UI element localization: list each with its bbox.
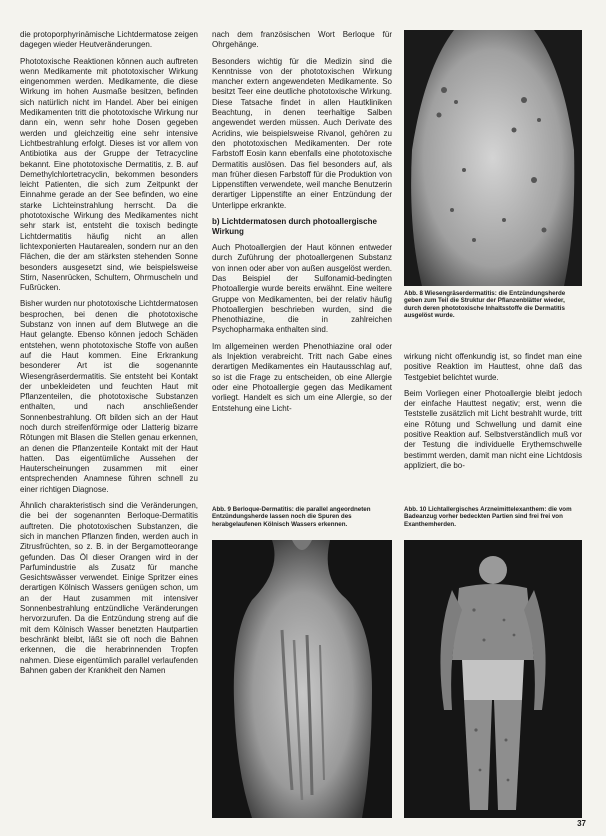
paragraph: Besonders wichtig für die Medizin sind die Kenntnisse von der phototoxischen Wirkung mancher extern angewendeten Medikamente. So besitzt Teer eine deutliche phototoxische Wirkung. Diese Tatsache findet in allen Hautkliniken Beachtung, in denen teerhaltige Salben angewendet werden müssen. Auch Derivate des Acridins, wie beispielsweise Rivanol, gehören zu den phototoxischen Medikamenten. Der rote Farbstoff Eosin kann ebenfalls eine phototoxische Dermatitis auslösen. Das fiel besonders auf, als man früher diesen Farbstoff für die Produktion von Lippenstiften verwendete, weil manche Benutzerin derartiger Lippenstifte an einer Entzündung der Unterlippe erkrankte.	[212, 56, 392, 210]
text-column-1	[20, 30, 198, 682]
paragraph: Beim Vorliegen einer Photoallergie bleibt jedoch der einfache Hauttest negativ; erst, wenn die Teststelle zusätzlich mit Licht bestrahlt wurde, tritt eine Rötung und Schwellung und damit eine positive Reaktion auf. Selbstverständlich muß vor der Testung die individuelle Erythemschwelle bestimmt werden, damit man nicht eine Lichtdosis appliziert, die bo-	[404, 388, 582, 470]
paragraph: wirkung nicht offenkundig ist, so findet man eine positive Reaktion im Hauttest, ohne daß das Testgebiet belichtet wurde.	[404, 352, 582, 382]
photo-wiesengraeser-dermatitis	[404, 30, 582, 286]
paragraph: Bisher wurden nur phototoxische Lichtdermatosen besprochen, bei denen die phototoxische Substanz von innen auf dem Blutwege an die Haut gelangte. Ebenso können jedoch Schäden entstehen, wenn phototoxische Stoffe von außen auf die Haut kommen. Eine Erkrankung besonderer Art ist die sogenannte Wiesengräserdermatitis. Sie entsteht bei Kontakt der unbekleideten und feuchten Haut mit Pflanzenteilen, die phototoxische Substanzen enthalten, und nach anschließender Sonnenbestrahlung. Oft bilden sich an der Haut noch durch streifenförmige oder Llatterig bizarre Rötungen mit Blasen die Stellen genau erkennen, an denen die Pflanzenteile Kontakt mit der Haut hatten. Das eigentümliche Aussehen der Hauterscheinungen zusammen mit einer entsprechenden Anamnese führen schnell zu einer richtigen Diagnose.	[20, 299, 198, 494]
full-body-figure-image	[404, 540, 582, 818]
paragraph: Im allgemeinen werden Phenothiazine oral oder als Injektion verabreicht. Tritt nach Gabe eines derartigen Medikamentes ein Hautausschlag auf, so ist die Frage zu entscheiden, ob eine Allergie oder eine Photoallergie gegen das Medikament vorliegt. Handelt es sich um eine Allergie, so der Entstehung eine Licht-	[212, 341, 392, 413]
paragraph: nach dem französischen Wort Berloque für Ohrgehänge.	[212, 30, 392, 50]
figure-caption-10: Abb. 10 Lichtallergisches Arzneimittelexanthem: die vom Badeanzug vorher bedeckten Partien sind frei frei von Exanthemherden.	[404, 506, 572, 528]
paragraph: die protoporphyrinämische Lichtdermatose zeigen dagegen wieder Heutveränderungen.	[20, 30, 198, 50]
text-column-2	[212, 30, 392, 420]
back-figure-image	[212, 540, 392, 818]
text-column-3	[404, 352, 582, 477]
section-heading: b) Lichtdermatosen durch photoallergische Wirkung	[212, 217, 377, 237]
figure-caption-8: Abb. 8 Wiesengräserdermatitis: die Entzündungsherde geben zum Teil die Struktur der Pflanzenblätter wieder, durch deren phototoxische Inhaltsstoffe die Dermatitis ausgelöst wurde.	[404, 290, 566, 320]
photo-berloque-dermatitis	[212, 540, 392, 818]
figure-caption-9: Abb. 9 Berloque-Dermatitis: die parallel angeordneten Entzündungsherde lassen noch die Spuren des herabgelaufenen Kölnisch Wassers erkennen.	[212, 506, 371, 528]
paragraph: Auch Photoallergien der Haut können entweder durch Zuführung der photoallergenen Substanz von innen oder aber von außen ausgelöst werden. Das Beispiel der Sulfonamid-bedingten Photoallergie wurde bereits erwähnt. Eine weitere Gruppe von Medikamenten, bei der relativ häufig Photoallergien beschrieben wurden, sind die Phenothiazine, die in zahlreichen Psychopharmaka enthalten sind.	[212, 243, 392, 335]
photo-lichtallergisches-exanthem	[404, 540, 582, 818]
page-number: 37	[577, 819, 586, 828]
paragraph: Phototoxische Reaktionen können auch auftreten wenn Medikamente mit phototoxischer Wirkung eingenommen werden. Medikamente, die diese Wirkung im hohen Ausmaße besitzen, befinden sich natürlich nicht im Handel. Aber bei einigen Medikamenten tritt die phototoxische Wirkung nur dann ein, wenn sehr hohe Dosen gegeben werden und gleichzeitig eine sehr intensive Lichtbestrahlung erfolgt. Dieses ist vor allem von Antibiotika aus der Gruppe der Tetracycline bekannt. Eine phototoxische Dermatitis, z. B. auf Demethylchlortetracyclin, bekommen besonders leicht Patienten, die sich zum Zeitpunkt der Einnahme gerade an der See befinden, wo eine starke Lichteinstrahlung herrscht. Da die phototoxische Wirkung des Medikamentes nicht sehr stark ist, entsteht die toxisch bedingte Lichtdermatitis häufig nicht an allen lichtexponierten Hautarealen, sondern nur an den Flächen, die der am stärksten stehenden Sonne besonders ausgesetzt sind, wie beispielsweise Stirn, Nasenrücken, Schultern, Ohrmuscheln und Fußrücken.	[20, 56, 198, 293]
paragraph: Ähnlich charakteristisch sind die Veränderungen, die bei der sogenannten Berloque-Dermatitis auftreten. Die phototoxischen Substanzen, die sich in manchen Pflanzen finden, werden auch in Zitrusfrüchten, so z. B. in der Bergamotteorange gefunden. Das Öl dieser Orangen wird in der Parfumindustrie als Zusatz für manche Gesichtswässer verwendet. Einige Spritzer eines derartigen Kölnisch Wassers genügen schon, um an der Haut zusammen mit intensiver Sonnenbestrahlung entzündliche Veränderungen hervorzurufen. Da die Entzündung streng auf die mit dem Kölnisch Wasser benetzten Hautpartien beschränkt bleibt, läßt sie oft noch die Bahnen erkennen, die die herabrinnenden Tropfen nahmen. Diese eigentümlich parallel verlaufenden Bahnen gaben der Krankheit den Namen	[20, 501, 198, 675]
back-with-spots-image	[404, 30, 582, 286]
